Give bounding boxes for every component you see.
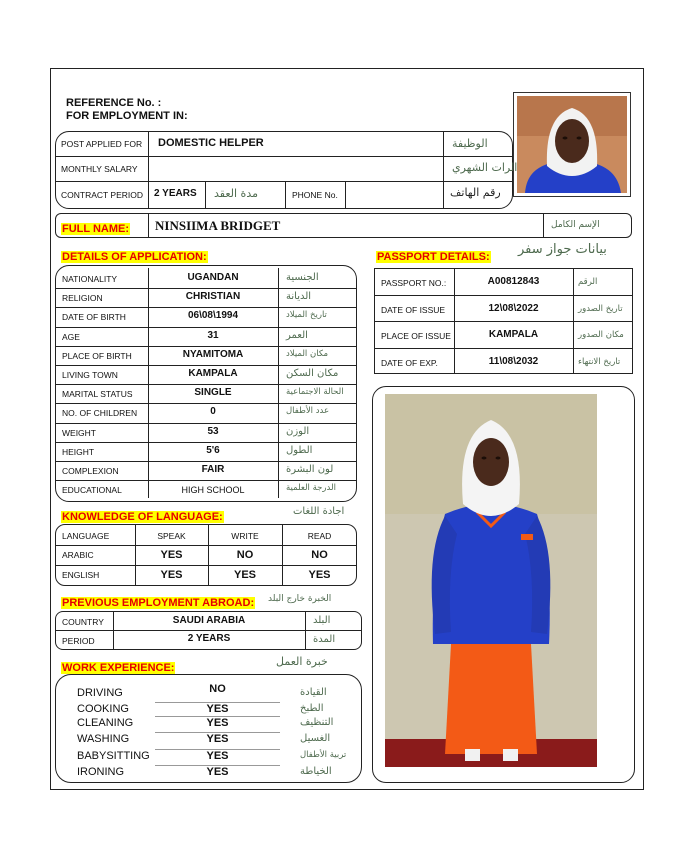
work-divider <box>155 749 280 750</box>
details-value: 06\08\1994 <box>187 310 239 322</box>
salary-label: MONTHLY SALARY <box>61 164 138 174</box>
details-value: 0 <box>210 406 216 418</box>
details-divider <box>55 288 357 289</box>
passport-divider <box>374 321 633 322</box>
previous-heading: PREVIOUS EMPLOYMENT ABROAD: <box>62 597 255 609</box>
language-heading: KNOWLEDGE OF LANGUAGE: <box>62 511 223 523</box>
country-arabic: البلد <box>313 615 331 626</box>
passport-divider <box>374 295 633 296</box>
details-label: EDUCATIONAL <box>62 485 122 496</box>
details-divider <box>55 403 357 404</box>
details-arabic: مكان السكن <box>286 368 339 379</box>
reference-label: REFERENCE No. : <box>66 97 162 109</box>
details-divider <box>55 461 357 462</box>
work-heading-arabic: خبرة العمل <box>276 655 328 668</box>
details-arabic: الوزن <box>286 425 310 437</box>
work-value: YES <box>206 766 229 778</box>
details-label: RELIGION <box>62 293 103 304</box>
work-label: IRONING <box>77 766 125 778</box>
work-label: COOKING <box>77 703 129 715</box>
details-divider <box>55 480 357 481</box>
read-value: NO <box>311 549 328 561</box>
details-divider <box>55 365 357 366</box>
language-name: ARABIC <box>62 550 94 560</box>
details-arabic: مكان الميلاد <box>286 348 329 359</box>
details-arabic: العمر <box>286 329 308 341</box>
work-heading: WORK EXPERIENCE: <box>62 662 175 674</box>
work-value: YES <box>206 717 229 729</box>
work-arabic: تربية الأطفال <box>300 750 347 760</box>
speak-value: YES <box>160 549 183 561</box>
passport-arabic: الرقم <box>578 277 598 287</box>
passport-label: DATE OF EXP. <box>381 357 438 368</box>
details-divider <box>55 307 357 308</box>
write-value: YES <box>233 569 256 581</box>
speak-col-header: SPEAK <box>157 531 186 541</box>
details-arabic: عدد الأطفال <box>286 406 330 417</box>
work-value: YES <box>206 750 229 762</box>
passport-arabic: مكان الصدور <box>578 330 624 340</box>
phone-arabic: رقم الهاتف <box>450 186 501 199</box>
details-label: LIVING TOWN <box>62 370 118 380</box>
details-arabic: الدرجة العلمية <box>286 483 336 494</box>
details-label: COMPLEXION <box>62 466 119 476</box>
work-divider <box>155 732 280 733</box>
period-value: 2 YEARS <box>187 633 231 644</box>
work-value: NO <box>209 683 226 695</box>
details-arabic: لون البشرة <box>286 464 334 475</box>
work-divider <box>155 716 280 717</box>
previous-heading-arabic: الخبرة خارج البلد <box>268 594 332 604</box>
work-arabic: الطبخ <box>300 703 324 714</box>
contract-label: CONTRACT PERIOD <box>61 190 144 200</box>
language-col-header: LANGUAGE <box>62 531 110 541</box>
full-name-label: FULL NAME: <box>62 223 130 235</box>
contract-arabic: مدة العقد <box>214 187 258 200</box>
details-divider <box>55 442 357 443</box>
language-heading-arabic: اجادة اللغات <box>293 506 345 517</box>
details-value: NYAMITOMA <box>182 348 244 360</box>
details-value: HIGH SCHOOL <box>181 485 245 496</box>
country-label: COUNTRY <box>62 617 104 627</box>
speak-value: YES <box>160 569 183 581</box>
period-label: PERIOD <box>62 636 95 646</box>
passport-label: DATE OF ISSUE <box>381 304 446 315</box>
details-arabic: الحالة الاجتماعية <box>286 387 344 398</box>
read-col-header: READ <box>307 531 332 541</box>
write-col-header: WRITE <box>231 531 259 541</box>
write-value: NO <box>236 549 254 561</box>
details-arabic: الطول <box>286 444 313 456</box>
details-divider <box>55 384 357 385</box>
details-label: NATIONALITY <box>62 274 118 284</box>
work-label: DRIVING <box>77 687 123 699</box>
passport-heading-arabic: بيانات جواز سفر <box>518 242 607 257</box>
work-value: YES <box>206 733 229 745</box>
details-value: FAIR <box>201 464 225 475</box>
full-name-box <box>55 213 632 238</box>
details-value: SINGLE <box>194 387 232 399</box>
details-label: HEIGHT <box>62 446 95 457</box>
work-label: CLEANING <box>77 717 134 729</box>
details-value: KAMPALA <box>188 368 238 379</box>
details-label: MARITAL STATUS <box>62 389 133 400</box>
passport-value: A00812843 <box>487 276 540 287</box>
details-divider <box>55 423 357 424</box>
work-arabic: القيادة <box>300 687 327 698</box>
work-arabic: التنظيف <box>300 717 334 728</box>
details-arabic: الديانة <box>286 291 312 303</box>
post-arabic: الوظيفة <box>452 137 488 150</box>
passport-value: 12\08\2022 <box>488 302 539 314</box>
passport-heading: PASSPORT DETAILS: <box>377 251 490 263</box>
work-value: YES <box>206 703 229 715</box>
details-value: UGANDAN <box>187 272 239 283</box>
details-label: PLACE OF BIRTH <box>62 350 132 361</box>
full-name-value: NINSIIMA BRIDGET <box>155 218 281 233</box>
post-label: POST APPLIED FOR <box>61 139 143 149</box>
contract-value: 2 YEARS <box>154 188 197 199</box>
work-label: BABYSITTING <box>77 750 150 762</box>
employment-label: FOR EMPLOYMENT IN: <box>66 110 188 122</box>
details-value: CHRISTIAN <box>185 291 241 303</box>
details-arabic: تاريخ الميلاد <box>286 310 327 321</box>
passport-arabic: تاريخ الانتهاء <box>578 356 621 367</box>
full-body-photo <box>385 394 597 767</box>
read-value: YES <box>308 569 331 581</box>
period-arabic: المدة <box>313 634 336 645</box>
work-arabic: الغسيل <box>300 733 331 744</box>
details-heading: DETAILS OF APPLICATION: <box>62 251 207 263</box>
country-value: SAUDI ARABIA <box>172 615 246 626</box>
details-label: AGE <box>62 331 80 342</box>
passport-value: KAMPALA <box>488 329 539 340</box>
details-label: WEIGHT <box>62 427 96 438</box>
passport-divider <box>374 348 633 349</box>
passport-label: PLACE OF ISSUE <box>381 331 451 341</box>
details-divider <box>55 327 357 328</box>
language-name: ENGLISH <box>62 570 100 580</box>
details-value: 53 <box>207 425 219 437</box>
details-label: DATE OF BIRTH <box>62 312 126 323</box>
details-divider <box>55 346 357 347</box>
passport-arabic: تاريخ الصدور <box>578 303 623 314</box>
full-name-arabic: الإسم الكامل <box>551 220 600 230</box>
details-label: NO. OF CHILDREN <box>62 408 138 419</box>
post-value: DOMESTIC HELPER <box>158 137 264 149</box>
work-arabic: الخياطة <box>300 766 332 777</box>
details-value: 31 <box>207 329 219 341</box>
passport-label: PASSPORT NO.: <box>381 278 447 288</box>
details-value: 5'6 <box>206 444 220 456</box>
work-label: WASHING <box>77 733 130 745</box>
phone-label: PHONE No. <box>292 190 338 200</box>
salary-arabic: الرات الشهري <box>452 161 518 174</box>
work-divider <box>155 702 280 703</box>
headshot-photo <box>513 92 631 197</box>
work-divider <box>155 765 280 766</box>
passport-value: 11\08\2032 <box>488 355 539 367</box>
details-arabic: الجنسية <box>286 272 319 283</box>
